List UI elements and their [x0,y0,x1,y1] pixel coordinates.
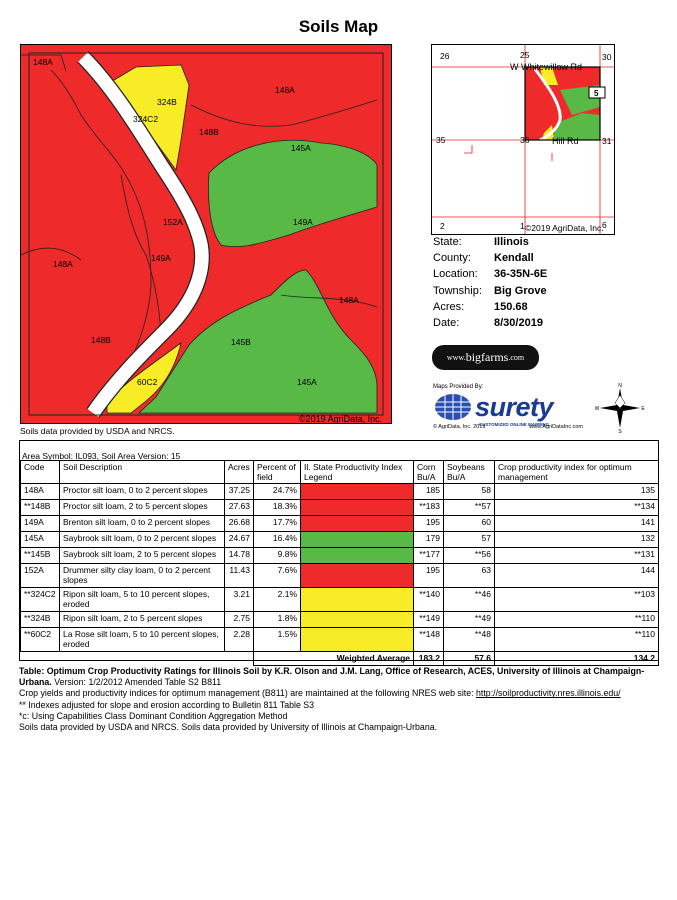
info-key: Date: [433,316,460,329]
page-title: Soils Map [298,17,379,36]
soil-table [20,460,659,666]
cell-code: **324C2 [21,588,60,612]
cell-cpi: 144 [495,564,659,588]
blank-cell [225,652,254,666]
cell-soy: 57 [444,532,495,548]
cell-cpi: **110 [495,612,659,628]
map-label-324b: 324B [157,97,177,107]
cell-legend [301,500,414,516]
cell-code: **60C2 [21,628,60,652]
col-header: Soybeans Bu/A [444,461,495,484]
map-credit: Soils data provided by USDA and NRCS. [20,426,175,436]
map-label-148a: 148A [33,57,53,67]
notes-version: Version: 1/2/2012 Amended Table S2 B811 [51,677,222,688]
area-symbol: Area Symbol: IL093, Soil Area Version: 15 [22,451,181,461]
notes-line-2-text: Crop yields and productivity indices for optimum management (B811) are maintained at the following NRES web site: [19,688,477,699]
section-label: 31 [602,136,612,146]
blank-cell [60,652,225,666]
compass-n: N [618,383,622,389]
cell-desc: Brenton silt loam, 0 to 2 percent slopes [60,516,225,532]
cell-acres: 37.25 [225,484,254,500]
compass-w: W [595,406,600,412]
table-notes [19,666,659,733]
cell-desc: Proctor silt loam, 2 to 5 percent slopes [60,500,225,516]
map-label-148a: 148A [275,85,295,95]
info-value: 36-35N-6E [494,268,548,281]
info-value: 150.68 [494,300,528,313]
cell-cpi: **134 [495,500,659,516]
map-label-324c2: 324C2 [133,114,159,124]
cell-acres: 14.78 [225,548,254,564]
col-header: Corn Bu/A [414,461,444,484]
cell-acres: 2.75 [225,612,254,628]
cell-code: 148A [21,484,60,500]
info-row-state [433,236,547,252]
table-row [21,548,659,564]
cell-legend [301,588,414,612]
map-copyright: ©2019 AgriData, Inc. [299,414,383,424]
info-value: Big Grove [494,284,547,297]
cell-cpi: 141 [495,516,659,532]
cell-code: **148B [21,500,60,516]
map-label-148b: 148B [91,335,111,345]
table-row [21,532,659,548]
locator-field [525,67,600,140]
section-label: 1 [520,221,525,231]
table-row [21,484,659,500]
cell-soy: **57 [444,500,495,516]
col-header: Percent of field [254,461,301,484]
cell-cpi: 135 [495,484,659,500]
cell-soy: **49 [444,612,495,628]
cell-pct: 17.7% [254,516,301,532]
col-header: Acres [225,461,254,484]
road-label: Hill Rd [552,136,579,146]
info-key: Township: [433,284,482,297]
locator-map[interactable] [431,44,615,235]
info-value: Illinois [494,236,529,248]
section-label: 26 [440,51,450,61]
weighted-soy: 57.6 [444,652,495,666]
soils-map[interactable] [20,44,392,424]
cell-corn: **183 [414,500,444,516]
cell-desc: Proctor silt loam, 0 to 2 percent slopes [60,484,225,500]
cell-legend [301,564,414,588]
cell-pct: 16.4% [254,532,301,548]
maps-provided-by: Maps Provided By: [433,384,484,390]
cell-code: 152A [21,564,60,588]
cell-acres: 11.43 [225,564,254,588]
map-label-145a: 145A [291,143,311,153]
table-row [21,564,659,588]
notes-line-3: ** Indexes adjusted for slope and erosion according to Bulletin 811 Table S3 [19,699,315,710]
info-key: Location: [433,268,478,281]
info-row-county [433,252,547,268]
cell-corn: **148 [414,628,444,652]
cell-desc: Drummer silty clay loam, 0 to 2 percent slopes [60,564,225,588]
cell-code: 149A [21,516,60,532]
cell-code: 145A [21,532,60,548]
compass-e: E [641,406,645,412]
notes-line-2 [19,688,659,699]
info-key: State: [433,236,462,248]
cell-acres: 2.28 [225,628,254,652]
cell-soy: 58 [444,484,495,500]
section-label: 6 [602,220,607,230]
cell-acres: 26.68 [225,516,254,532]
info-row-township [433,285,547,301]
section-label: 25 [520,50,530,60]
cell-pct: 18.3% [254,500,301,516]
cell-acres: 27.63 [225,500,254,516]
cell-desc: La Rose silt loam, 5 to 10 percent slopes, eroded [60,628,225,652]
section-label: 2 [440,221,445,231]
surety-logo-text: surety [475,392,554,422]
table-row [21,516,659,532]
cell-legend [301,532,414,548]
cell-legend [301,484,414,500]
road-label: W Whitewillow Rd [510,62,583,72]
cell-desc: Saybrook silt loam, 0 to 2 percent slopes [60,532,225,548]
col-header: Il. State Productivity Index Legend [301,461,414,484]
section-label: 30 [602,52,612,62]
cell-corn: 179 [414,532,444,548]
cell-corn: 195 [414,516,444,532]
cell-cpi: 132 [495,532,659,548]
compass-rose-icon [595,383,645,433]
bigfarms-logo[interactable] [432,345,539,370]
cell-code: **324B [21,612,60,628]
cell-soy: **48 [444,628,495,652]
cell-soy: **56 [444,548,495,564]
map-label-60c2: 60C2 [137,377,158,387]
cell-acres: 3.21 [225,588,254,612]
info-row-date [433,317,547,333]
cell-pct: 1.8% [254,612,301,628]
map-label-148a: 148A [53,259,73,269]
map-label-145a: 145A [297,377,317,387]
weighted-corn: 183.2 [414,652,444,666]
surety-footer [433,424,583,430]
cell-desc: Ripon silt loam, 2 to 5 percent slopes [60,612,225,628]
cell-corn: 195 [414,564,444,588]
cell-corn: **140 [414,588,444,612]
col-header: Code [21,461,60,484]
surety-tagline: CUSTOMIZED ONLINE MAPPING [479,422,550,427]
cell-desc: Saybrook silt loam, 2 to 5 percent slopes [60,548,225,564]
table-row [21,612,659,628]
cell-cpi: **131 [495,548,659,564]
cell-soy: 60 [444,516,495,532]
route-shield: 5 [594,89,599,98]
table-row [21,500,659,516]
section-label: 35 [436,135,446,145]
globe-icon [433,392,473,422]
info-key: Acres: [433,300,465,313]
section-label: 36 [520,135,530,145]
map-label-152a: 152A [163,217,183,227]
cell-code: **145B [21,548,60,564]
cell-soy: 63 [444,564,495,588]
table-row [21,628,659,652]
weighted-cpi: 134.2 [495,652,659,666]
cell-corn: **177 [414,548,444,564]
notes-line-5: Soils data provided by USDA and NRCS. Soils data provided by University of Illinois at Champaign-Urbana. [19,722,438,733]
weighted-average-row [21,652,659,666]
property-info [433,236,547,333]
cell-pct: 7.6% [254,564,301,588]
surety-copyright: © AgriData, Inc. 2019 [433,424,486,430]
compass-s: S [618,429,622,433]
blank-cell [21,652,60,666]
cell-pct: 9.8% [254,548,301,564]
cell-desc: Ripon silt loam, 5 to 10 percent slopes, eroded [60,588,225,612]
cell-corn: 185 [414,484,444,500]
table-row [21,588,659,612]
cell-acres: 24.67 [225,532,254,548]
bigfarms-www: www. [446,353,466,362]
locator-copyright: ©2019 AgriData, Inc. [525,223,604,233]
cell-cpi: **110 [495,628,659,652]
col-header: Crop productivity index for optimum management [495,461,659,484]
col-header: Soil Description [60,461,225,484]
map-label-149a: 149A [151,253,171,263]
cell-legend [301,628,414,652]
bigfarms-name: bigfarms [465,350,509,364]
info-row-acres [433,301,547,317]
cell-pct: 24.7% [254,484,301,500]
info-value: Kendall [494,252,534,265]
notes-line-4: *c: Using Capabilities Class Dominant Condition Aggregation Method [19,710,288,721]
map-label-145b: 145B [231,337,251,347]
info-value: 8/30/2019 [494,316,543,329]
notes-title-bold: Table: Optimum Crop Productivity Ratings for Illinois Soil by K.R. Olson and J.M. Lang, Office of Research, ACES, University of Illinois at Champaign-Urbana. [19,666,645,688]
bigfarms-com: .com [508,353,525,362]
cell-pct: 1.5% [254,628,301,652]
surety-site: www.AgriDataInc.com [529,424,583,430]
cell-corn: **149 [414,612,444,628]
map-label-148a: 148A [339,295,359,305]
notes-title [19,666,659,688]
cell-legend [301,612,414,628]
weighted-average-label: Weighted Average [254,652,414,666]
info-key: County: [433,252,471,265]
info-row-location [433,268,547,284]
table-header-row [21,461,659,484]
cell-cpi: **103 [495,588,659,612]
cell-legend [301,548,414,564]
cell-soy: **46 [444,588,495,612]
nres-link[interactable]: http://soilproductivity.nres.illinois.edu/ [476,688,621,699]
cell-pct: 2.1% [254,588,301,612]
map-label-149a: 149A [293,217,313,227]
cell-legend [301,516,414,532]
map-label-148b: 148B [199,127,219,137]
